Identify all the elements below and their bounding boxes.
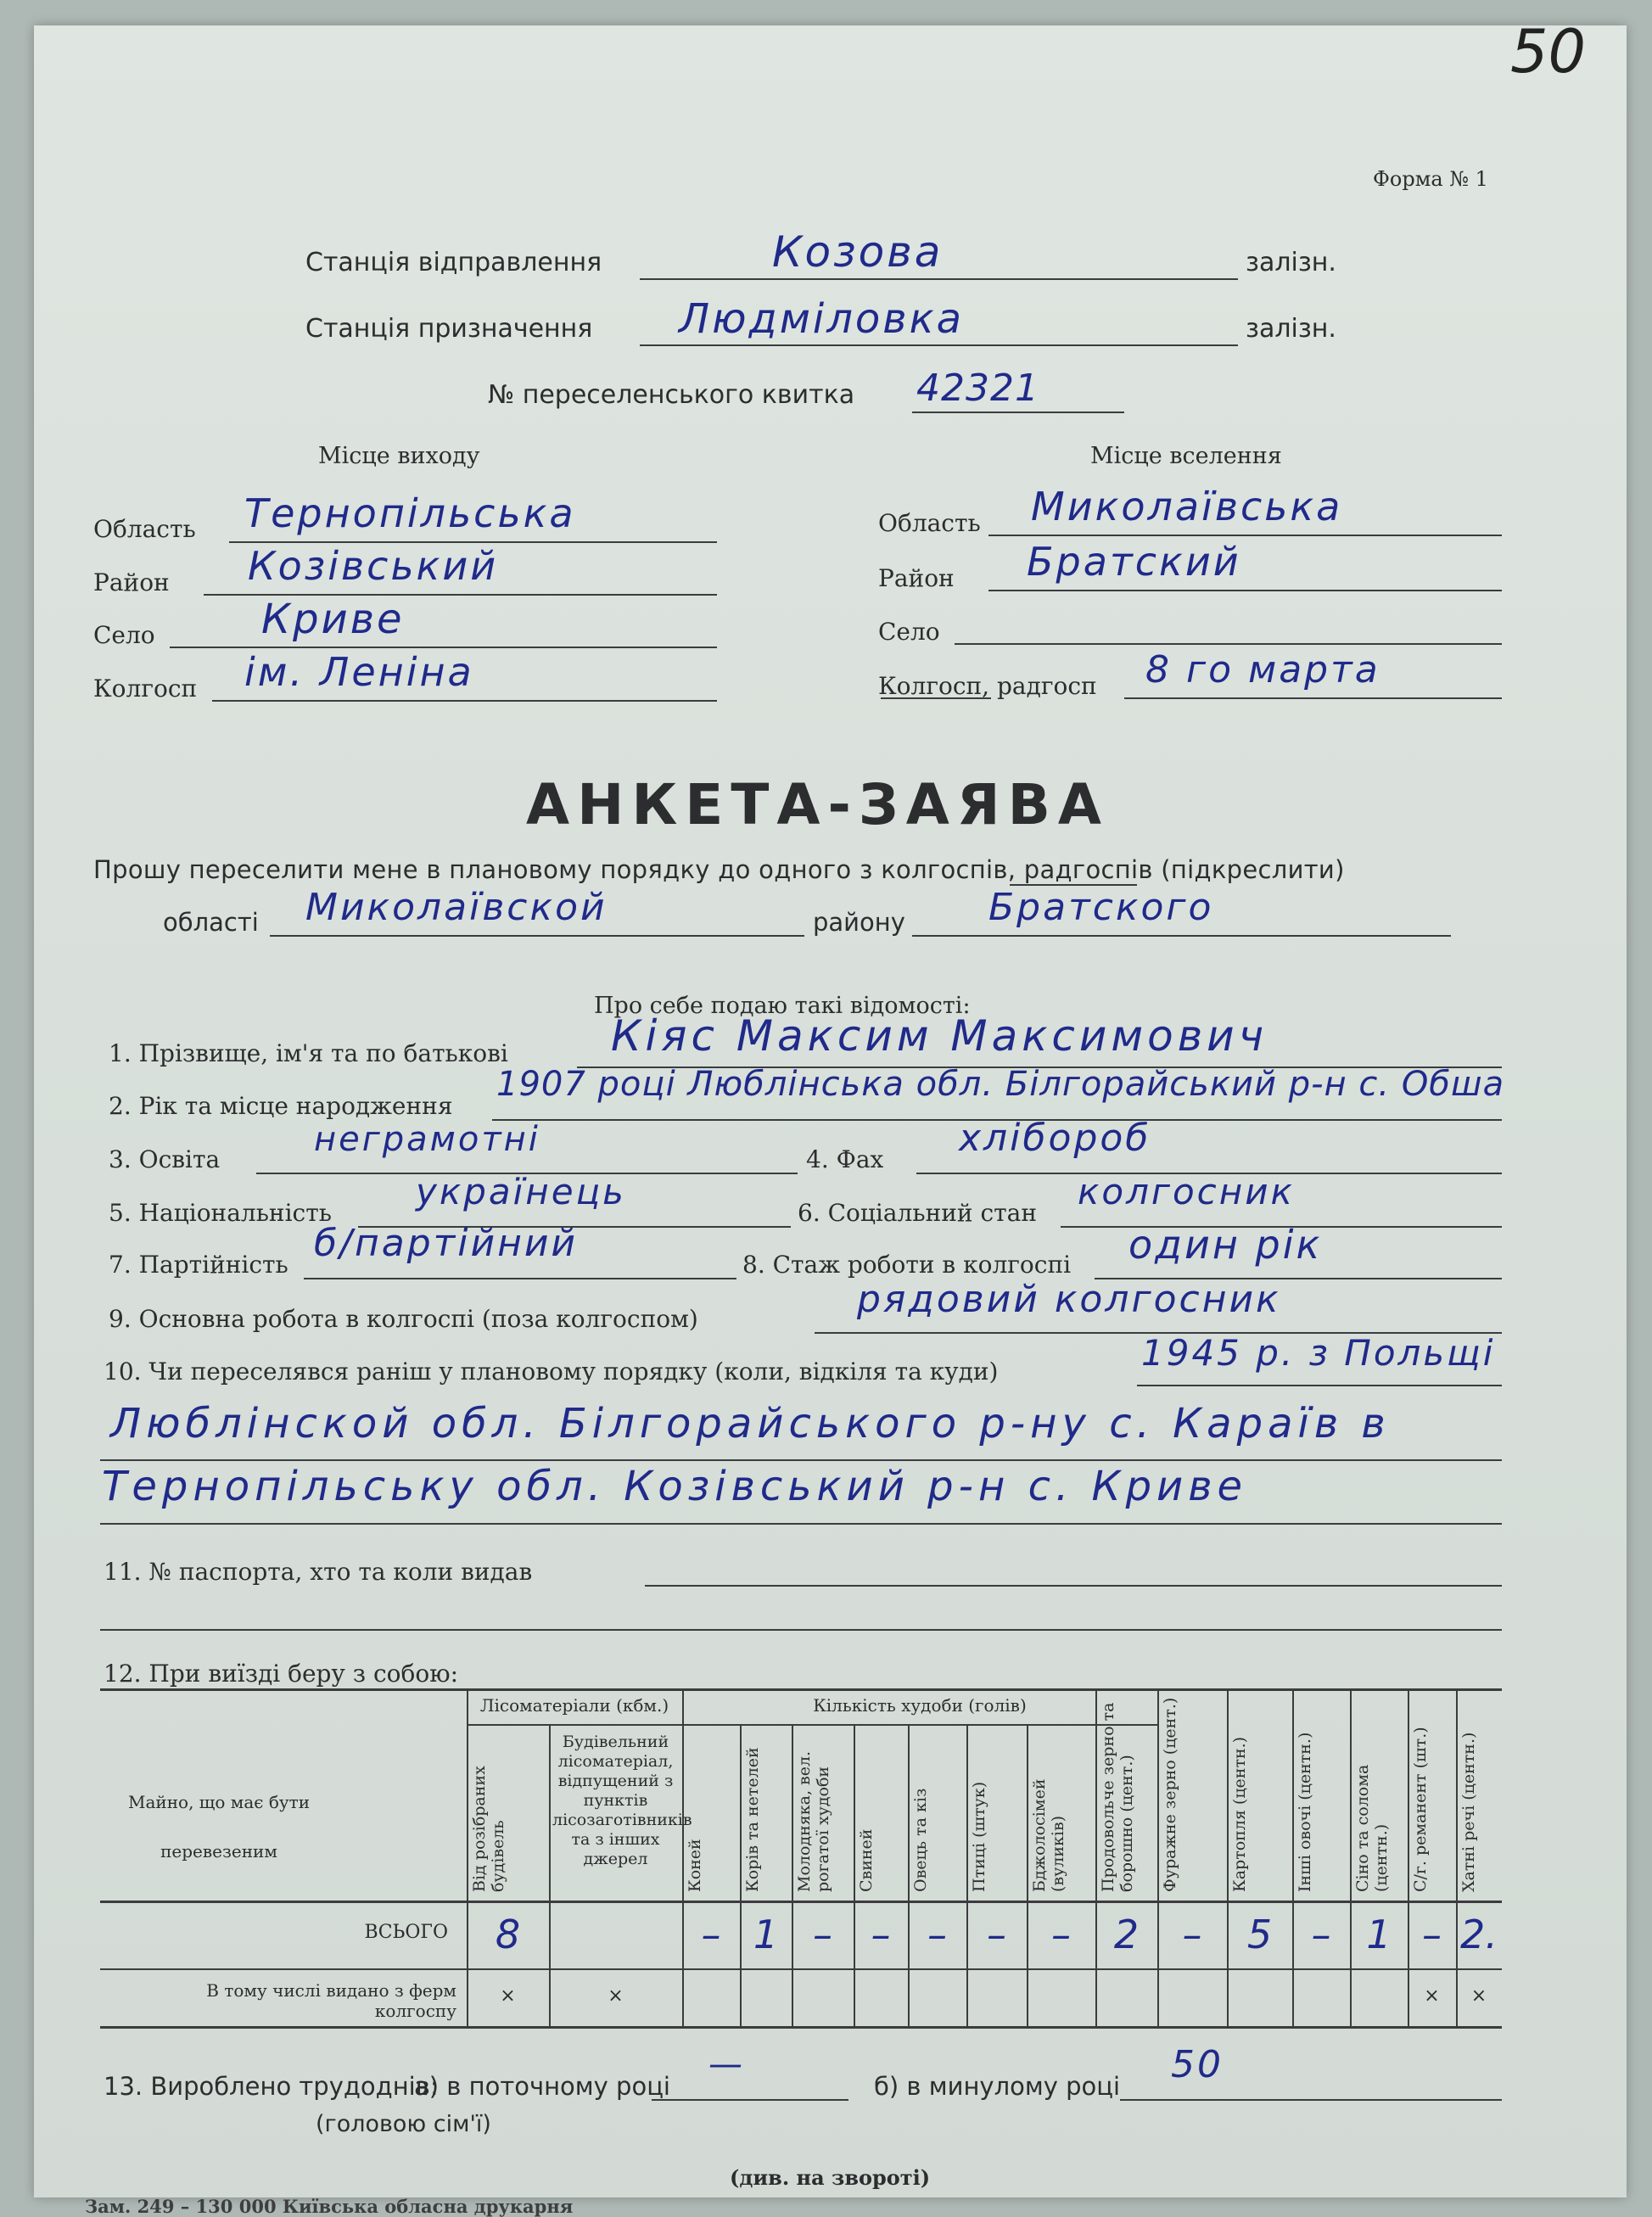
field-6-label: 6. Соціальний стан xyxy=(798,1199,1037,1227)
origin-heading: Місце виходу xyxy=(318,443,480,469)
table-cell-farm: × xyxy=(500,1985,516,2007)
destination-selo-label: Село xyxy=(878,618,940,646)
field-11-label: 11. № паспорта, хто та коли видав xyxy=(104,1558,533,1586)
table-cell-total: – xyxy=(1311,1912,1331,1957)
arrival-value: Людміловка xyxy=(679,295,964,343)
table-cell-total: – xyxy=(701,1912,721,1957)
table-column-header: Птиці (штук) xyxy=(970,1781,988,1892)
table-cell-total: – xyxy=(813,1912,832,1957)
field-8-value: один рік xyxy=(1128,1222,1323,1268)
request-oblast-label: області xyxy=(163,908,259,937)
origin-raion-value: Козівський xyxy=(248,543,499,589)
table-column-header: Сіно та солома (центн.) xyxy=(1353,1764,1391,1892)
field-12-label: 12. При виїзді беру з собою: xyxy=(104,1660,459,1688)
table-cell-total: – xyxy=(871,1912,891,1957)
departure-label: Станція відправлення xyxy=(305,248,602,277)
field-1-value: Кіяс Максим Максимович xyxy=(611,1011,1268,1061)
field-5-label: 5. Національність xyxy=(109,1199,332,1227)
field-2-value: 1907 році Люблінська обл. Білгорайський р-н с. Обша xyxy=(496,1065,1505,1104)
table-column-header: Будівельний лісоматеріал, відпущений з пунктів лісозаготівників та з інших джерел xyxy=(552,1733,692,1868)
form-title: АНКЕТА-ЗАЯВА xyxy=(526,772,1110,837)
origin-kolhosp-label: Колгосп xyxy=(93,675,198,703)
table-cell-total: – xyxy=(1182,1912,1202,1957)
field-4-label: 4. Фах xyxy=(806,1145,884,1173)
origin-raion-label: Район xyxy=(93,568,170,596)
field-2-label: 2. Рік та місце народження xyxy=(109,1092,453,1120)
table-cell-total: – xyxy=(927,1912,947,1957)
workdays-label: 13. Вироблено трудоднів: xyxy=(104,2072,439,2101)
table-column-header: С/г. реманент (шт.) xyxy=(1411,1727,1430,1892)
origin-oblast-value: Тернопільська xyxy=(244,490,576,536)
ticket-label: № переселенського квитка xyxy=(488,380,855,410)
origin-selo-value: Криве xyxy=(261,596,405,643)
table-column-header: Інші овочі (центн.) xyxy=(1296,1732,1314,1892)
destination-heading: Місце вселення xyxy=(1090,443,1282,469)
destination-oblast-value: Миколаївська xyxy=(1031,484,1343,529)
form-sheet xyxy=(34,17,1627,2217)
table-cell-total: 2. xyxy=(1460,1912,1498,1957)
field-9-label: 9. Основна робота в колгоспі (поза колгоспом) xyxy=(109,1305,698,1333)
departure-value: Козова xyxy=(772,227,944,277)
table-column-header: Корів та нетелей xyxy=(743,1747,762,1892)
col-property-header: Майно, що має бути перевезеним xyxy=(127,1792,311,1861)
workdays-previous-value: 50 xyxy=(1171,2043,1224,2086)
table-cell-farm: × xyxy=(1424,1985,1440,2007)
field-3-value: неграмотні xyxy=(314,1120,540,1159)
departure-suffix: залізн. xyxy=(1246,248,1336,277)
table-cell-total: – xyxy=(1051,1912,1071,1957)
destination-raion-label: Район xyxy=(878,564,955,592)
workdays-previous-label: б) в минулому році xyxy=(874,2072,1121,2101)
origin-oblast-label: Область xyxy=(93,515,196,543)
field-3-label: 3. Освіта xyxy=(109,1145,221,1173)
table-cell-total: 1 xyxy=(1366,1912,1392,1957)
cattle-group-header: Кількість худоби (голів) xyxy=(813,1695,1027,1716)
field-10-value-1: 1945 р. з Польщі xyxy=(1141,1332,1496,1374)
table-cell-total: – xyxy=(1422,1912,1442,1957)
field-1-label: 1. Прізвище, ім'я та по батькові xyxy=(109,1039,508,1067)
table-cell-total: 2 xyxy=(1113,1912,1140,1957)
table-column-header: Картопля (центн.) xyxy=(1230,1736,1249,1892)
table-column-header: Свиней xyxy=(857,1828,876,1892)
request-raion-label: району xyxy=(813,908,905,937)
table-cell-farm: × xyxy=(608,1985,624,2007)
field-7-value: б/партійний xyxy=(314,1222,579,1265)
arrival-label: Станція призначення xyxy=(305,314,593,344)
row-farm-label: В тому числі видано з ферм колгоспу xyxy=(206,1980,456,2021)
table-cell-total: 1 xyxy=(753,1912,779,1957)
printer-imprint: Зам. 249 – 130 000 Київська обласна друкарня xyxy=(85,2196,574,2217)
workdays-current-value: — xyxy=(708,2045,745,2084)
origin-selo-label: Село xyxy=(93,621,155,649)
field-8-label: 8. Стаж роботи в колгоспі xyxy=(742,1251,1072,1279)
form-number: Форма № 1 xyxy=(1373,167,1488,191)
request-raion-value: Братского xyxy=(988,886,1214,929)
ticket-value: 42321 xyxy=(916,367,1039,410)
table-column-header: Бджолосімей (вуликів) xyxy=(1030,1778,1067,1892)
table-cell-total: 8 xyxy=(495,1912,521,1957)
belongings-table xyxy=(100,1688,1502,2028)
table-column-header: Молодняка, вел. рогатої худоби xyxy=(795,1750,832,1892)
arrival-suffix: залізн. xyxy=(1246,314,1336,344)
destination-kolhosp-label: Колгосп, радгосп xyxy=(878,672,1097,700)
table-column-header: Хатні речі (центн.) xyxy=(1459,1732,1478,1892)
table-column-header: Коней xyxy=(686,1839,704,1892)
workdays-sub: (головою сім'ї) xyxy=(316,2111,491,2137)
lumber-group-header: Лісоматеріали (кбм.) xyxy=(479,1695,669,1716)
see-back-note: (див. на звороті) xyxy=(730,2165,931,2190)
destination-kolhosp-value: 8 го марта xyxy=(1145,648,1380,691)
field-10-value-2: Люблінской обл. Білгорайського р-ну с. Караїв в xyxy=(110,1400,1391,1447)
table-column-header: Від розібраних будівель xyxy=(470,1766,507,1892)
table-column-header: Фуражне зерно (цент.) xyxy=(1161,1697,1179,1892)
destination-oblast-label: Область xyxy=(878,509,981,537)
destination-raion-value: Братский xyxy=(1027,539,1241,585)
table-cell-farm: × xyxy=(1470,1985,1487,2007)
table-column-header: Продовольче зерно та борошно (цент.) xyxy=(1099,1702,1136,1892)
workdays-current-label: а) в поточному році xyxy=(414,2072,670,2101)
request-text: Прошу переселити мене в плановому порядку до одного з колгоспів, радгоспів (підкреслити) xyxy=(93,855,1345,884)
field-9-value: рядовий колгосник xyxy=(857,1278,1281,1321)
field-6-value: колгосник xyxy=(1078,1171,1295,1212)
field-5-value: українець xyxy=(416,1171,626,1212)
field-7-label: 7. Партійність xyxy=(109,1251,288,1279)
field-10-value-3: Тернопільську обл. Козівський р-н с. Криве xyxy=(102,1463,1248,1510)
row-total-label: ВСЬОГО xyxy=(364,1922,448,1943)
table-column-header: Овець та кіз xyxy=(911,1788,930,1892)
request-oblast-value: Миколаївской xyxy=(305,886,608,929)
field-4-value: хлібороб xyxy=(959,1117,1151,1160)
about-heading: Про себе подаю такі відомості: xyxy=(594,993,971,1019)
table-cell-total: 5 xyxy=(1246,1912,1273,1957)
origin-kolhosp-value: ім. Леніна xyxy=(244,649,474,695)
page-number: 50 xyxy=(1510,17,1587,87)
field-10-label: 10. Чи переселявся раніш у плановому порядку (коли, відкіля та куди) xyxy=(104,1358,999,1386)
table-cell-total: – xyxy=(987,1912,1006,1957)
